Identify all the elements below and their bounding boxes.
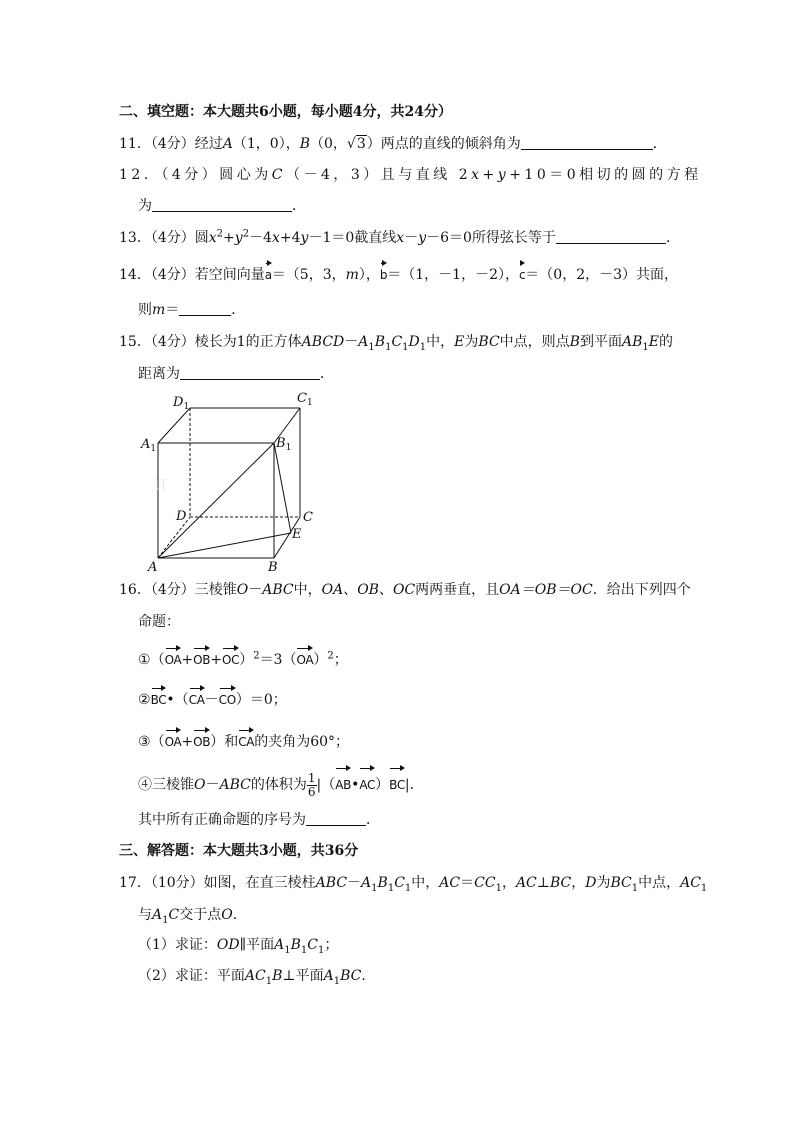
- q14-answer-blank[interactable]: [179, 301, 231, 316]
- faint-watermark: 订: [154, 478, 168, 494]
- label-c1: $C_1$: [297, 391, 313, 408]
- vector-b: b: [380, 265, 387, 285]
- line-b1-e: [274, 443, 291, 533]
- question-17-part-1: （1）求证：OD∥平面$A_1B_1C_1$；: [138, 937, 339, 956]
- line-a-e: [158, 533, 291, 558]
- q14-score: （4分）: [150, 267, 195, 283]
- line-a-b1: [158, 443, 274, 558]
- q14-number: 14．: [119, 267, 151, 283]
- proposition-2: ②BC•（CA－CO）＝0；: [138, 692, 287, 708]
- q12-score: （4分）: [161, 167, 220, 183]
- q16-answer-blank[interactable]: [306, 811, 366, 826]
- label-b: B: [268, 560, 278, 575]
- q11-answer-blank[interactable]: [521, 135, 653, 150]
- proposition-3: ③（OA+OB）和CA的夹角为60°；: [138, 734, 350, 750]
- q12-number: 12．: [119, 167, 162, 183]
- question-12: 12．（4分）圆心为C（－4，3）且与直线 2x+y+10＝0相切的圆的方程: [119, 167, 702, 183]
- question-16: 16．（4分）三棱锥O－ABC中，OA、OB、OC两两垂直，且OA＝OB＝OC．给出下列四个: [119, 582, 691, 598]
- question-14-line-2: 则m＝ ．: [138, 302, 246, 318]
- q11-score: （4分）: [150, 136, 195, 152]
- question-17-line-2: 与$A_1C$交于点O．: [138, 907, 247, 926]
- vector-a: a: [265, 265, 272, 285]
- q13-answer-blank[interactable]: [556, 229, 666, 244]
- q17-score: （10分）: [150, 875, 204, 891]
- question-15: 15．（4分）棱长为1的正方体$ABCD-A_1B_1C_1D_1$中，E为BC中点，则点B到平面$AB_1E$的: [119, 334, 673, 353]
- question-15-line-2: 距离为 ．: [138, 366, 334, 382]
- label-a: A: [148, 560, 158, 575]
- q13-number: 13．: [119, 230, 151, 246]
- q17-number: 17．: [119, 875, 151, 891]
- q16-score: （4分）: [150, 582, 195, 598]
- q15-score: （4分）: [150, 334, 195, 350]
- sqrt-3: 3: [356, 136, 366, 152]
- question-16-line-2: 命题：: [138, 614, 180, 630]
- section-3-title: 三、解答题：本大题共3小题，共36分: [119, 843, 359, 859]
- q15-number: 15．: [119, 334, 151, 350]
- label-d1: $D_1$: [173, 395, 190, 412]
- label-e: E: [292, 527, 302, 542]
- q15-answer-blank[interactable]: [180, 365, 320, 380]
- label-c: C: [303, 510, 313, 525]
- q16-conclusion: 其中所有正确命题的序号为 ．: [138, 812, 380, 828]
- section-2-title: 二、填空题：本大题共6小题，每小题4分，共24分）: [119, 104, 452, 120]
- proposition-1: $①(OA+OB+OC)^2=3(OA)^2$；: [138, 650, 348, 668]
- question-13: 13．（4分）圆$x^2+y^2-4x+4y-1=0$截直线x－y－6＝0所得弦长等于 ．: [119, 228, 680, 246]
- q12-answer-blank[interactable]: [152, 197, 292, 212]
- question-12-line-2: 为 ．: [138, 198, 306, 214]
- q16-number: 16．: [119, 582, 151, 598]
- q13-score: （4分）: [150, 230, 195, 246]
- question-11: 11．（4分）经过A（1，0），B（0，√3）两点的直线的倾斜角为 ．: [119, 136, 667, 152]
- question-14: 14．（4分）若空间向量a＝（5，3，m），b＝（1，－1，－2），c＝（0，2，－3）共面，: [119, 267, 679, 283]
- cube-figure: [140, 390, 330, 575]
- label-d: D: [176, 509, 187, 524]
- label-a1: $A_1$: [141, 437, 157, 454]
- label-b1: $B_1$: [276, 436, 292, 453]
- fraction-one-sixth: $\frac{1}{6}$: [307, 770, 316, 799]
- question-17: 17．（10分）如图，在直三棱柱$ABC-A_1B_1C_1$中，$AC=CC_1$，AC⊥BC，D为$BC_1$中点，$AC_1$: [119, 875, 708, 894]
- proposition-4: ④三棱锥O－ABC的体积为 $\frac{1}{6}$ |（AB•AC）BC|．: [138, 770, 424, 799]
- edge-a1-d1: [158, 408, 190, 443]
- q11-number: 11．: [119, 136, 151, 152]
- question-17-part-2: （2）求证：平面$AC_1B\perp$平面$A_1BC$．: [138, 968, 376, 987]
- vector-c: c: [519, 265, 525, 285]
